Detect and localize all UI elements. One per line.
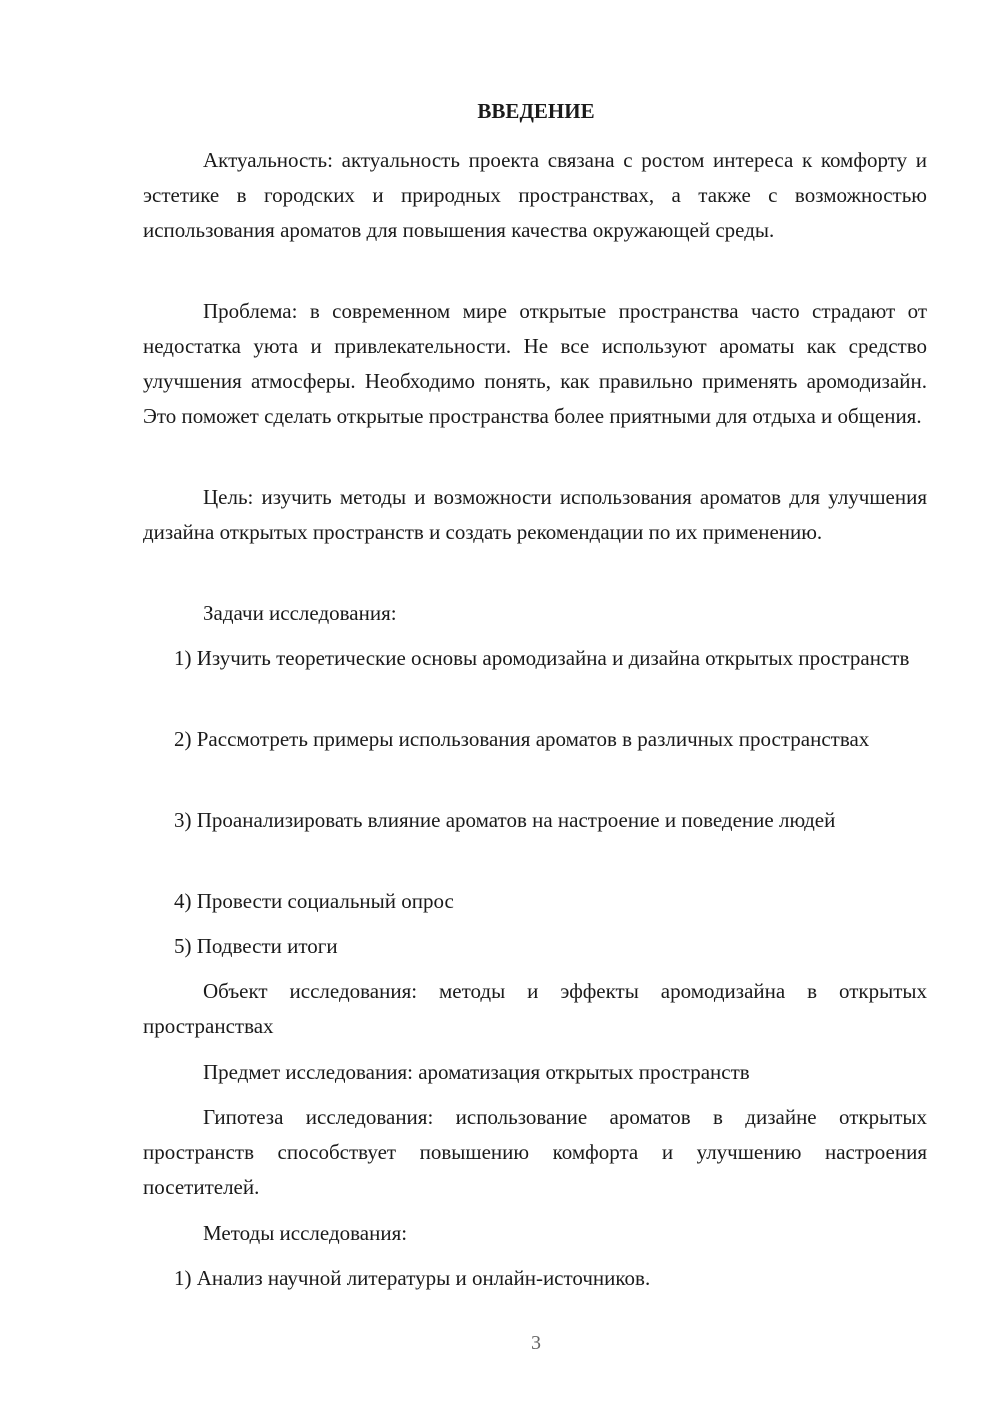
page-title: ВВЕДЕНИЕ: [477, 99, 595, 123]
paragraph-goal: Цель: изучить методы и возможности использования ароматов для улучшения дизайна открытых пространств и создать рекомендации по их применению.: [143, 485, 927, 544]
method-item-1: 1) Анализ научной литературы и онлайн-источников.: [174, 1266, 651, 1290]
paragraph-subject: Предмет исследования: ароматизация открытых пространств: [203, 1060, 750, 1084]
paragraph-object: Объект исследования: методы и эффекты аромодизайна в открытых пространствах: [143, 979, 927, 1038]
tasks-heading: Задачи исследования:: [203, 601, 397, 625]
task-item-4: 4) Провести социальный опрос: [174, 889, 454, 913]
paragraph-relevance: Актуальность: актуальность проекта связана с ростом интереса к комфорту и эстетике в городских и природных пространствах, а также с возможностью использования ароматов для повышения качества окружающей среды.: [143, 148, 927, 242]
task-item-1: 1) Изучить теоретические основы аромодизайна и дизайна открытых пространств: [174, 646, 910, 670]
task-item-2: 2) Рассмотреть примеры использования ароматов в различных пространствах: [174, 727, 870, 751]
page-title-container: [0, 96, 1000, 126]
task-item-5: 5) Подвести итоги: [174, 934, 338, 958]
page-number: 3: [531, 1332, 541, 1354]
paragraph-hypothesis: Гипотеза исследования: использование ароматов в дизайне открытых пространств способствует повышению комфорта и улучшению настроения посетителей.: [143, 1105, 927, 1199]
methods-heading: Методы исследования:: [203, 1221, 408, 1245]
task-item-3: 3) Проанализировать влияние ароматов на настроение и поведение людей: [174, 808, 836, 832]
paragraph-problem: Проблема: в современном мире открытые пространства часто страдают от недостатка уюта и привлекательности. Не все используют ароматы как средство улучшения атмосферы. Необходимо понять, как правильно применять аромодизайн. Это поможет сделать открытые пространства более приятными для отдыха и общения.: [143, 299, 927, 428]
